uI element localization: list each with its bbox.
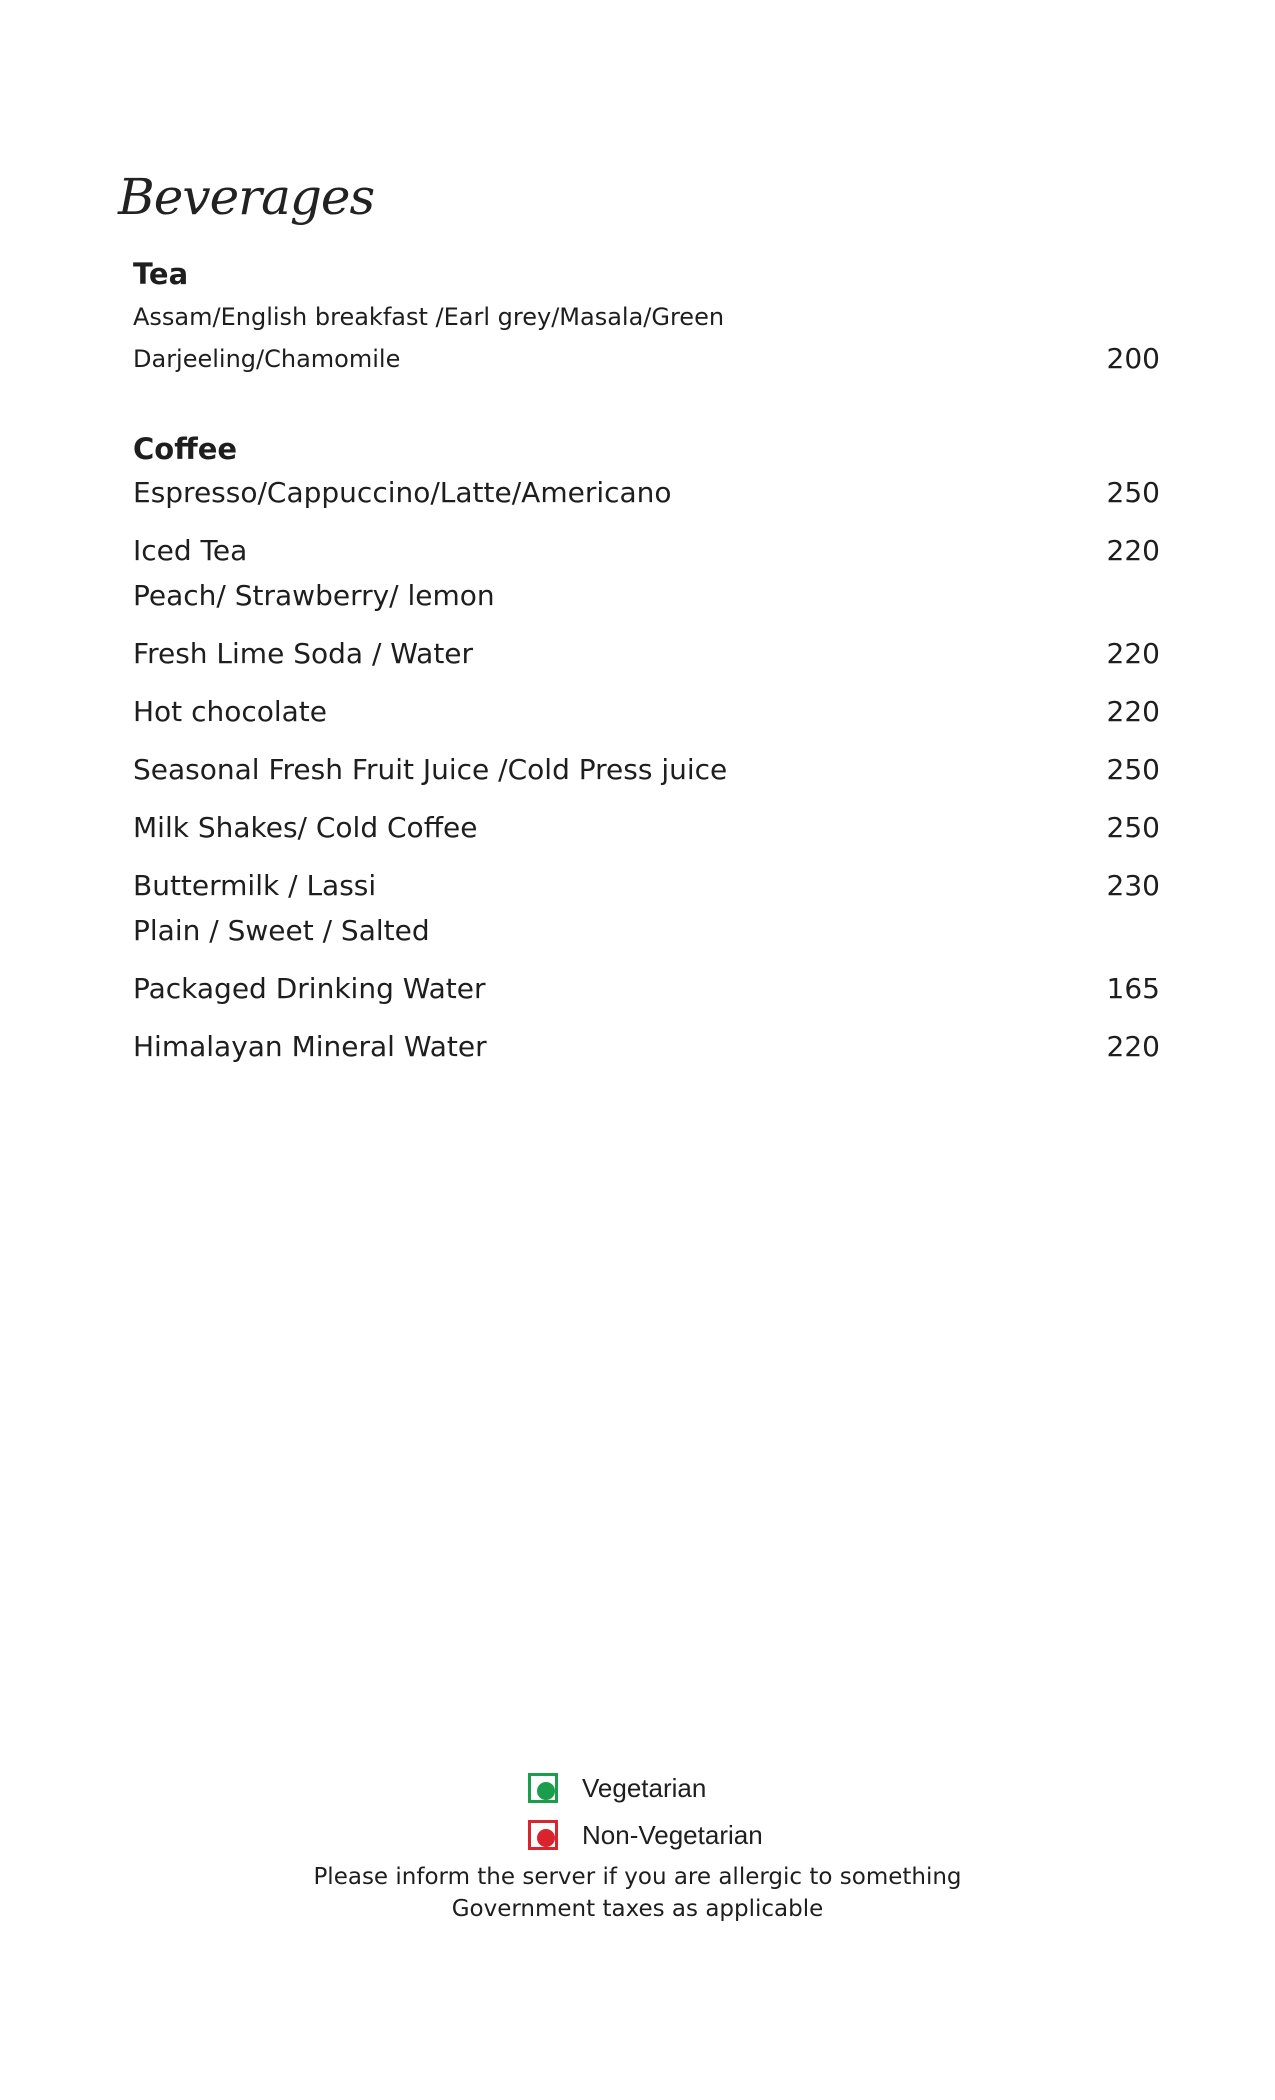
allergy-note: Please inform the server if you are allergic to something	[313, 1864, 962, 1890]
vegetarian-dot	[537, 1782, 555, 1800]
tax-note: Government taxes as applicable	[451, 1896, 824, 1922]
coffee-name: Espresso/Cappuccino/Latte/Americano	[133, 476, 672, 509]
lime-soda-price: 220	[1106, 637, 1160, 670]
hot-chocolate-name: Hot chocolate	[133, 695, 328, 728]
coffee-item	[133, 476, 1160, 510]
iced-tea-flavours: Peach/ Strawberry/ lemon	[133, 579, 495, 612]
tea-price: 200	[1106, 342, 1160, 375]
iced-tea-item	[133, 534, 1160, 568]
juice-name: Seasonal Fresh Fruit Juice /Cold Press juice	[133, 753, 728, 786]
vegetarian-label: Vegetarian	[582, 1773, 707, 1803]
lime-soda-item	[133, 637, 1160, 671]
coffee-heading: Coffee	[133, 432, 238, 466]
shakes-item	[133, 811, 1160, 845]
tea-varieties-line2: Darjeeling/Chamomile	[133, 345, 401, 373]
shakes-name: Milk Shakes/ Cold Coffee	[133, 811, 478, 844]
iced-tea-name: Iced Tea	[133, 534, 248, 567]
shakes-price: 250	[1106, 811, 1160, 844]
buttermilk-name: Buttermilk / Lassi	[133, 869, 377, 902]
non-vegetarian-icon	[528, 1820, 558, 1850]
coffee-price: 250	[1106, 476, 1160, 509]
buttermilk-item	[133, 869, 1160, 903]
packaged-water-name: Packaged Drinking Water	[133, 972, 486, 1005]
hot-chocolate-item	[133, 695, 1160, 729]
vegetarian-icon	[528, 1773, 558, 1803]
hot-chocolate-price: 220	[1106, 695, 1160, 728]
mineral-water-price: 220	[1106, 1030, 1160, 1063]
packaged-water-item	[133, 972, 1160, 1006]
mineral-water-item	[133, 1030, 1160, 1064]
juice-item	[133, 753, 1160, 787]
tea-item	[133, 344, 1160, 374]
packaged-water-price: 165	[1106, 972, 1160, 1005]
tea-varieties-line1: Assam/English breakfast /Earl grey/Masala/Green	[133, 303, 725, 331]
lime-soda-name: Fresh Lime Soda / Water	[133, 637, 474, 670]
buttermilk-variants: Plain / Sweet / Salted	[133, 914, 430, 947]
tea-heading: Tea	[133, 257, 189, 291]
juice-price: 250	[1106, 753, 1160, 786]
buttermilk-price: 230	[1106, 869, 1160, 902]
non-vegetarian-label: Non-Vegetarian	[582, 1820, 763, 1850]
non-vegetarian-dot	[537, 1829, 555, 1847]
menu-title: Beverages	[118, 168, 375, 226]
iced-tea-price: 220	[1106, 534, 1160, 567]
mineral-water-name: Himalayan Mineral Water	[133, 1030, 487, 1063]
